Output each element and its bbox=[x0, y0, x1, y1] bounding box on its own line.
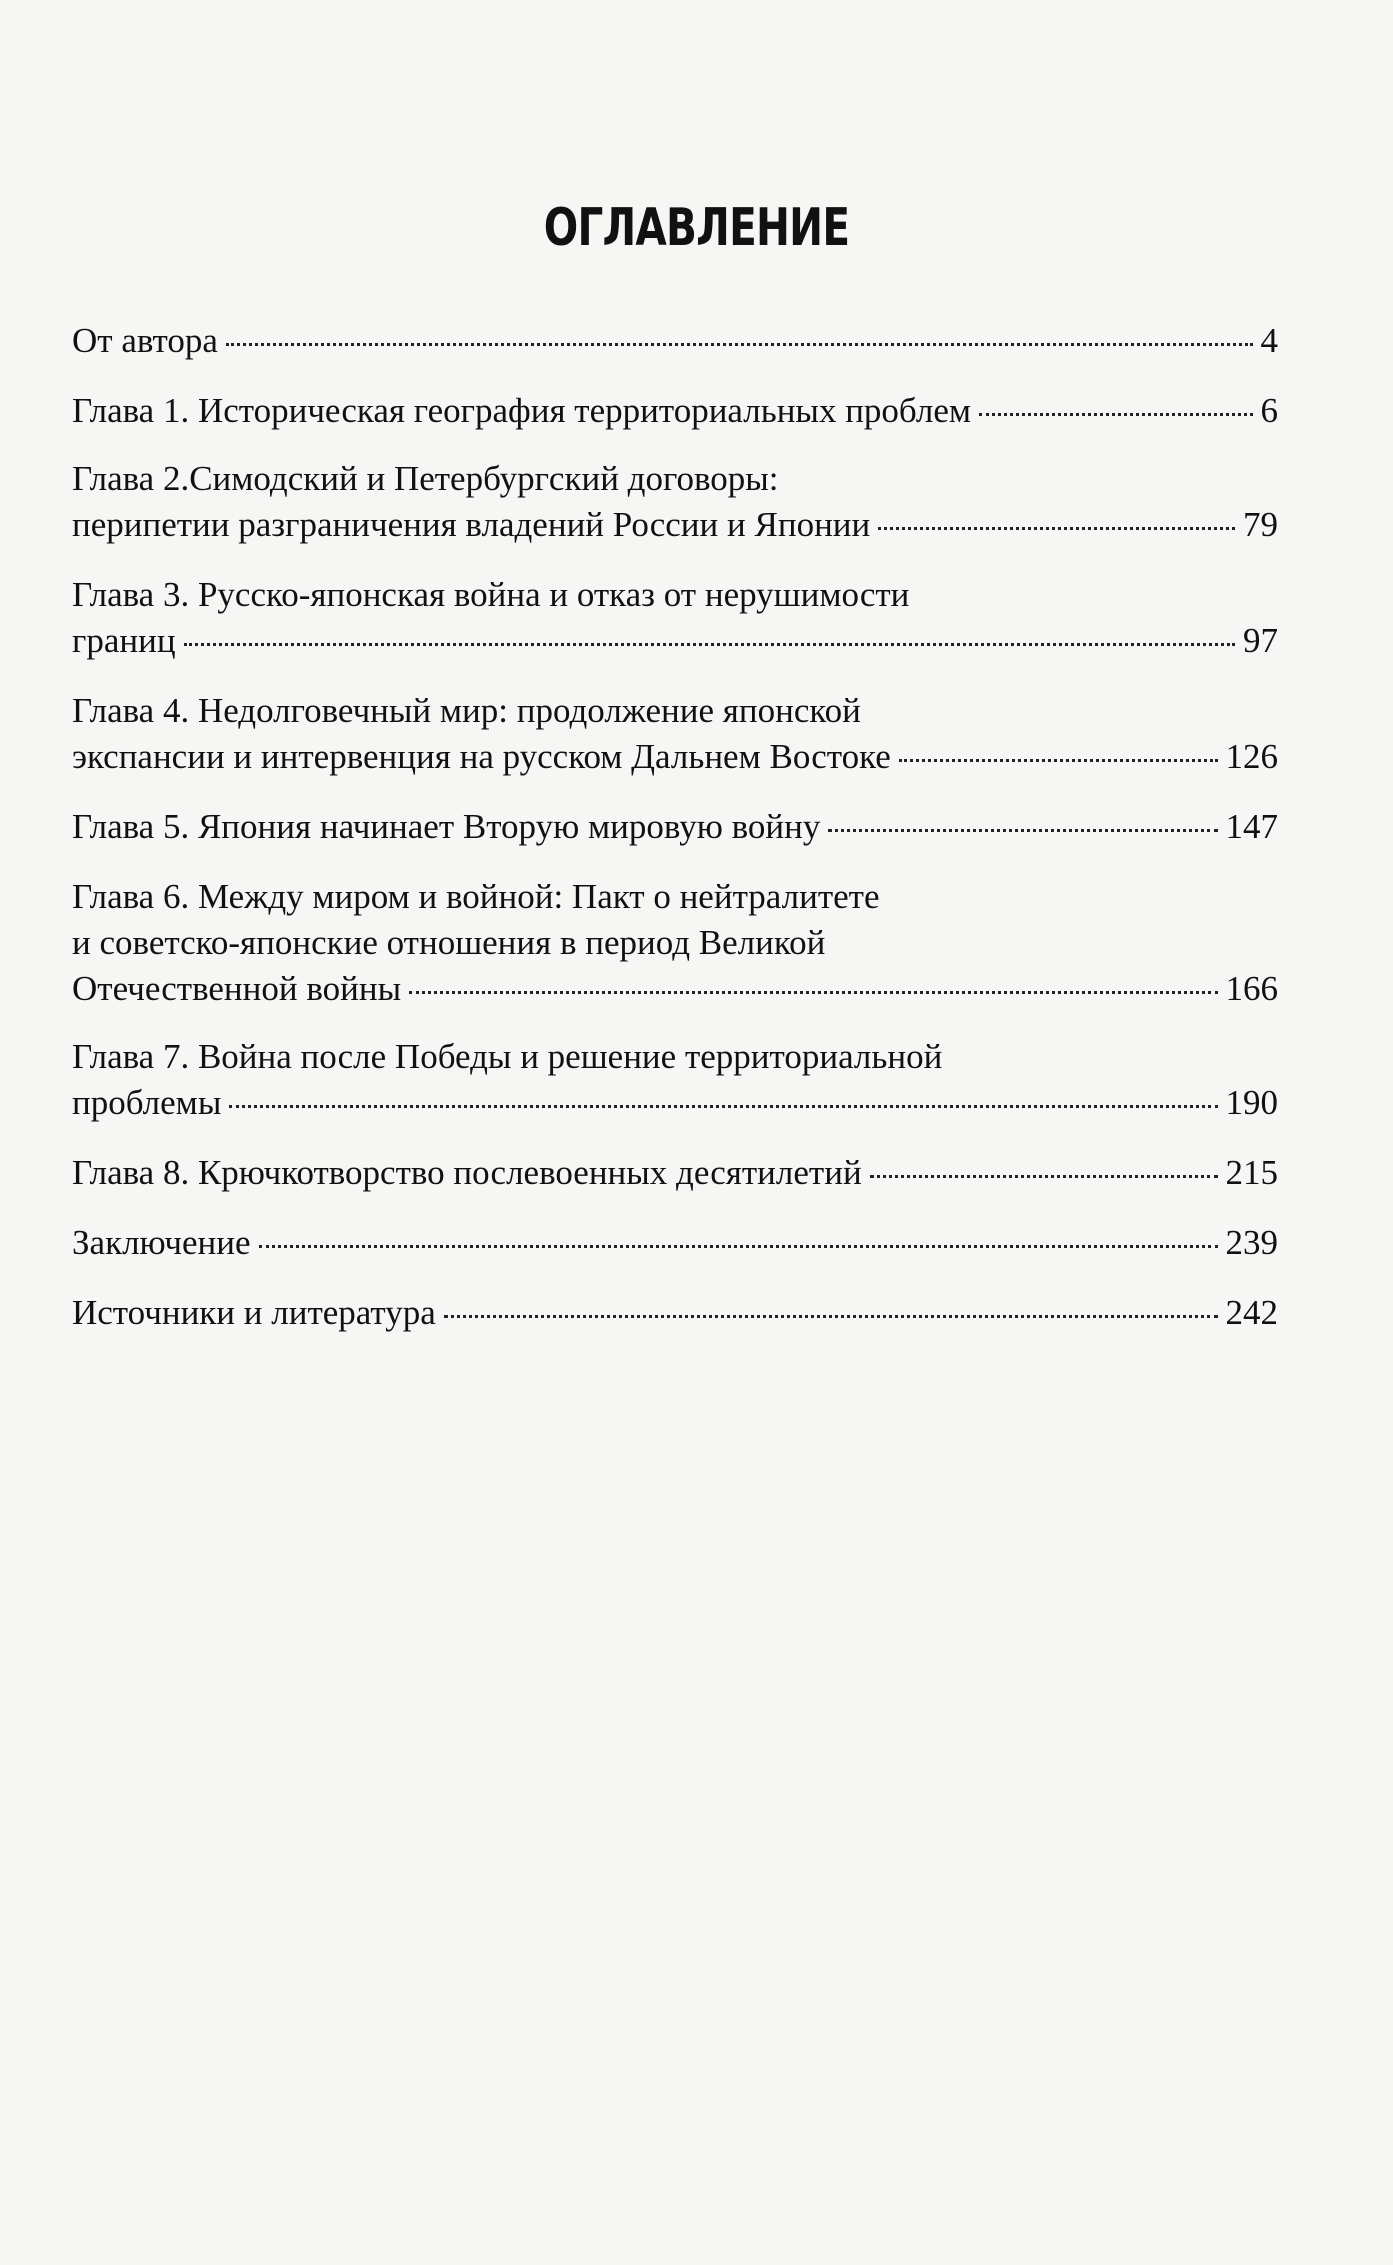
toc-entry bbox=[72, 318, 1278, 364]
page-number: 4 bbox=[1260, 321, 1278, 360]
dot-leader bbox=[870, 1174, 1218, 1178]
page-number: 79 bbox=[1243, 505, 1278, 544]
entry-title: Глава 5. Япония начинает Вторую мировую войну bbox=[72, 807, 821, 846]
toc-entry bbox=[72, 1034, 1278, 1126]
toc-entry bbox=[72, 1150, 1278, 1196]
entry-title-line: Глава 6. Между миром и войной: Пакт о нейтралитете bbox=[72, 877, 880, 916]
page-number: 126 bbox=[1225, 737, 1278, 776]
toc-entry bbox=[72, 688, 1278, 780]
entry-title-line: Глава 7. Война после Победы и решение территориальной bbox=[72, 1037, 943, 1076]
entry-title: Глава 1. Историческая география территориальных проблем bbox=[72, 391, 972, 430]
page-number: 6 bbox=[1260, 391, 1278, 430]
entry-title: Заключение bbox=[72, 1223, 251, 1262]
entry-title: границ bbox=[72, 621, 176, 660]
page-title: ОГЛАВЛЕНИЕ bbox=[543, 198, 850, 258]
page-number: 242 bbox=[1225, 1293, 1278, 1332]
dot-leader bbox=[979, 412, 1252, 416]
dot-leader bbox=[899, 758, 1218, 762]
dot-leader bbox=[259, 1244, 1218, 1248]
toc-entry bbox=[72, 874, 1278, 1012]
toc-entry bbox=[72, 572, 1278, 664]
toc-entry bbox=[72, 804, 1278, 850]
dot-leader bbox=[229, 1104, 1217, 1108]
toc-entry bbox=[72, 1290, 1278, 1336]
dot-leader bbox=[409, 990, 1217, 994]
page-number: 166 bbox=[1225, 969, 1278, 1008]
toc-entry bbox=[72, 1220, 1278, 1266]
entry-title: перипетии разграничения владений России и Японии bbox=[72, 505, 871, 544]
page-number: 97 bbox=[1243, 621, 1278, 660]
dot-leader bbox=[444, 1314, 1218, 1318]
page-number: 190 bbox=[1225, 1083, 1278, 1122]
page-number: 215 bbox=[1225, 1153, 1278, 1192]
entry-title-line: Глава 4. Недолговечный мир: продолжение японской bbox=[72, 691, 861, 730]
entry-title: Источники и литература bbox=[72, 1293, 436, 1332]
dot-leader bbox=[226, 342, 1253, 346]
entry-title: проблемы bbox=[72, 1083, 222, 1122]
dot-leader bbox=[184, 642, 1235, 646]
entry-title: От автора bbox=[72, 321, 218, 360]
entry-title: Отечественной войны bbox=[72, 969, 402, 1008]
dot-leader bbox=[828, 828, 1217, 832]
entry-title: Глава 8. Крючкотворство послевоенных десятилетий bbox=[72, 1153, 862, 1192]
page-number: 147 bbox=[1225, 807, 1278, 846]
entry-title-line: Глава 2.Симодский и Петербургский договоры: bbox=[72, 459, 779, 498]
dot-leader bbox=[878, 526, 1235, 530]
page-number: 239 bbox=[1225, 1223, 1278, 1262]
entry-title-line: Глава 3. Русско-японская война и отказ от нерушимости bbox=[72, 575, 910, 614]
entry-title-line: и советско-японские отношения в период Великой bbox=[72, 923, 826, 962]
toc-entry bbox=[72, 456, 1278, 548]
entry-title: экспансии и интервенция на русском Дальнем Востоке bbox=[72, 737, 891, 776]
toc-entry bbox=[72, 388, 1278, 434]
